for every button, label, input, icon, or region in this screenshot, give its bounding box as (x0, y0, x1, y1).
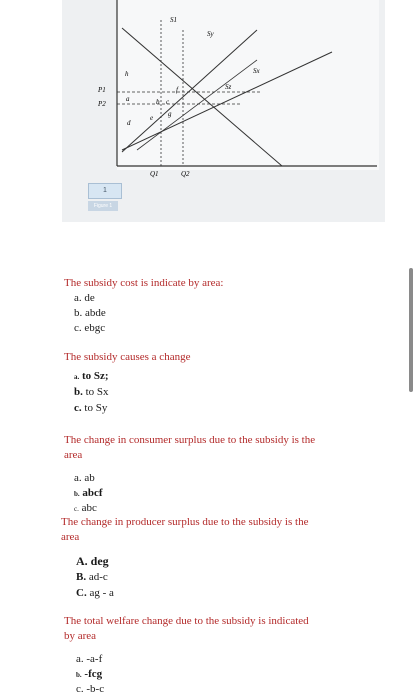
option-label: b. (74, 490, 80, 498)
option-text: ad-c (88, 571, 108, 583)
option-label: a. (74, 292, 82, 304)
option-label: c. (76, 683, 84, 695)
question-5-option-b[interactable] (76, 667, 102, 683)
question-3-prompt-line-2: area (64, 449, 83, 461)
option-text: to Sx (85, 386, 109, 398)
option-text: -b-c (86, 683, 105, 695)
option-label: a. (74, 472, 82, 484)
option-text: de (84, 292, 95, 304)
area-label-e: e (150, 114, 154, 122)
label-s1: S1 (170, 16, 177, 24)
option-label: A. (76, 554, 88, 568)
area-label-b: b (156, 98, 160, 106)
question-4-option-c[interactable] (76, 586, 114, 601)
option-text: ebgc (84, 322, 106, 334)
figure-button[interactable]: 1 (88, 183, 122, 199)
option-text: -fcg (84, 668, 103, 680)
option-text: abcf (82, 487, 103, 499)
area-label-g: g (168, 110, 172, 118)
scrollbar-thumb[interactable] (409, 268, 413, 392)
question-3-option-a[interactable] (74, 471, 95, 486)
question-2-option-b[interactable] (74, 385, 109, 400)
label-q2: Q2 (181, 170, 190, 178)
option-label: a. (76, 653, 84, 665)
option-text: deg (90, 554, 109, 568)
option-label: b. (74, 307, 83, 319)
question-2-option-a[interactable] (74, 369, 109, 385)
option-label: c. (74, 402, 82, 414)
option-text: abde (85, 307, 106, 319)
option-label: c. (74, 505, 79, 513)
question-4-option-b[interactable] (76, 570, 108, 585)
area-label-d: d (127, 119, 131, 127)
area-label-f: f (176, 86, 178, 94)
question-2-option-c[interactable] (74, 401, 107, 416)
question-4-option-a[interactable] (76, 554, 109, 569)
question-1-option-c[interactable] (74, 321, 105, 336)
question-3-prompt-line-1: The change in consumer surplus due to the subsidy is the (64, 434, 316, 446)
option-text: abc (81, 502, 97, 514)
question-1-option-a[interactable] (74, 291, 95, 306)
area-label-c: c (166, 98, 170, 106)
label-sy: Sy (207, 30, 214, 38)
question-3-option-b[interactable] (74, 486, 103, 502)
question-5-option-a[interactable] (76, 652, 102, 667)
option-label: B. (76, 571, 87, 583)
question-4-prompt-line-1: The change in producer surplus due to the subsidy is the (61, 516, 309, 528)
option-label: c. (74, 322, 82, 334)
option-text: -a-f (86, 653, 103, 665)
question-5-prompt-line-2: by area (64, 630, 97, 642)
option-label: b. (76, 671, 82, 679)
question-1-option-b[interactable] (74, 306, 106, 321)
label-p2: P2 (98, 100, 106, 108)
question-4-prompt-line-2: area (61, 531, 80, 543)
figure-plot-area (117, 0, 379, 170)
label-q1: Q1 (150, 170, 159, 178)
label-sx: Sx (253, 67, 260, 75)
option-label: C. (76, 587, 87, 599)
option-text: ag - a (89, 587, 114, 599)
question-1-prompt: The subsidy cost is indicate by area: (64, 277, 224, 289)
question-2-prompt: The subsidy causes a change (64, 351, 191, 363)
area-label-h: h (125, 70, 129, 78)
option-text: to Sz; (82, 370, 109, 382)
label-sz: Sz (225, 83, 232, 91)
label-p1: P1 (98, 86, 106, 94)
question-5-option-c[interactable] (76, 682, 104, 697)
option-label: b. (74, 386, 83, 398)
option-text: to Sy (84, 402, 108, 414)
question-5-prompt-line-1: The total welfare change due to the subsidy is indicated (64, 615, 309, 627)
figure-caption: Figure 1 (88, 201, 118, 211)
option-label: a. (74, 373, 80, 381)
option-text: ab (84, 472, 95, 484)
area-label-a: a (126, 95, 130, 103)
